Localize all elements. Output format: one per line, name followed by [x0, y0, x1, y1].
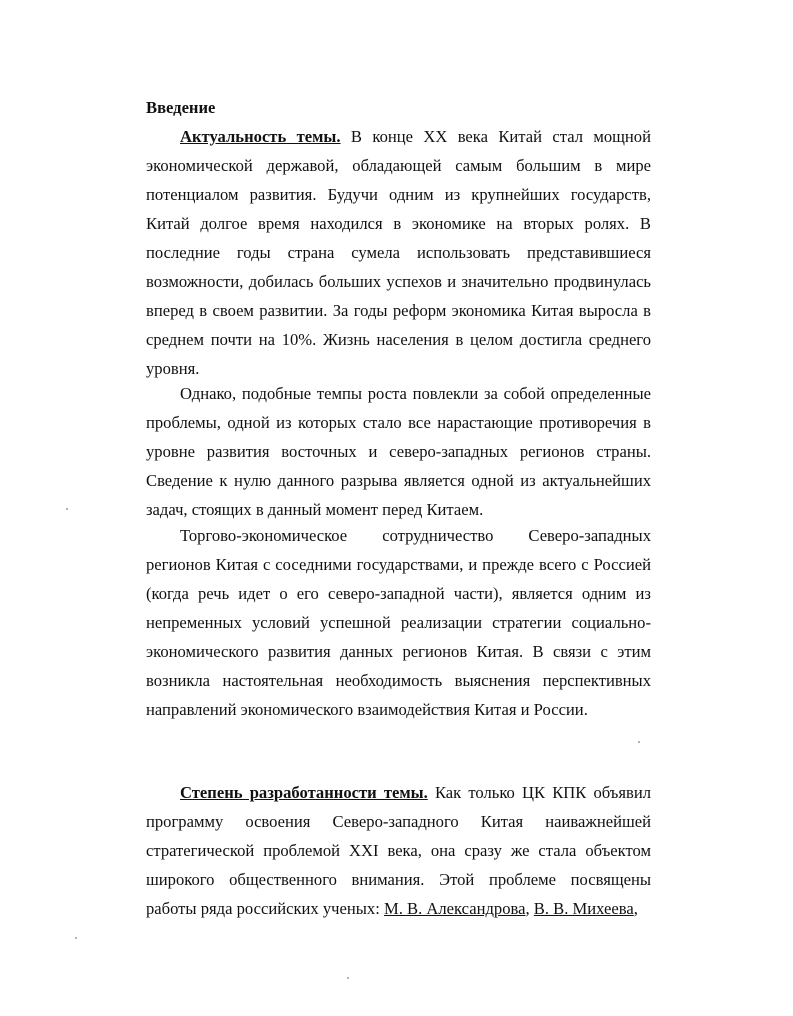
- scan-speck: [638, 741, 640, 743]
- scan-speck: [66, 508, 68, 510]
- paragraph-tail: ,: [633, 899, 638, 918]
- paragraph-degree-of-study: [146, 778, 651, 923]
- paragraph-text: Как только ЦК КПК объявил программу освоения Северо-западного Китая наиважнейшей стратегической проблемой XXI века, она сразу же стала объектом широкого общественного внимания. Этой проблеме посвящены работы ряда российских ученых:: [146, 783, 651, 918]
- paragraph-text: Торгово-экономическое сотрудничество Северо-западных регионов Китая с соседними государствами, и прежде всего с Россией (когда речь идет о его северо-западной части), является одним из непременных условий успешной реализации стратегии социально-экономического развития данных регионов Китая. В связи с этим возникла настоятельная необходимость выяснения перспективных направлений экономического взаимодействия Китая и России.: [146, 526, 651, 719]
- section-lead-relevance: Актуальность темы.: [180, 127, 341, 146]
- paragraph-problems: [146, 379, 651, 524]
- scan-speck: [347, 977, 349, 979]
- author-reference: В. В. Михеева: [533, 899, 634, 918]
- author-reference: М. В. Александрова: [383, 899, 526, 918]
- section-lead-degree: Степень разработанности темы.: [180, 783, 428, 802]
- paragraph-text: В конце XX века Китай стал мощной экономической державой, обладающей самым большим в мире потенциалом развития. Будучи одним из крупнейших государств, Китай долгое время находился в экономике на вторых ролях. В последние годы страна сумела использовать представившиеся возможности, добилась больших успехов и значительно продвинулась вперед в своем развитии. За годы реформ экономика Китая выросла в среднем почти на 10%. Жизнь населения в целом достигла среднего уровня.: [146, 127, 651, 378]
- paragraph-relevance: [146, 122, 651, 383]
- reference-separator: ,: [525, 899, 534, 918]
- scan-speck: [75, 937, 77, 939]
- page-title: Введение: [146, 98, 216, 117]
- paragraph-cooperation: [146, 521, 651, 724]
- paragraph-text: Однако, подобные темпы роста повлекли за собой определенные проблемы, одной из которых стало все нарастающие противоречия в уровне развития восточных и северо-западных регионов страны. Сведение к нулю данного разрыва является одной из актуальнейших задач, стоящих в данный момент перед Китаем.: [146, 384, 651, 519]
